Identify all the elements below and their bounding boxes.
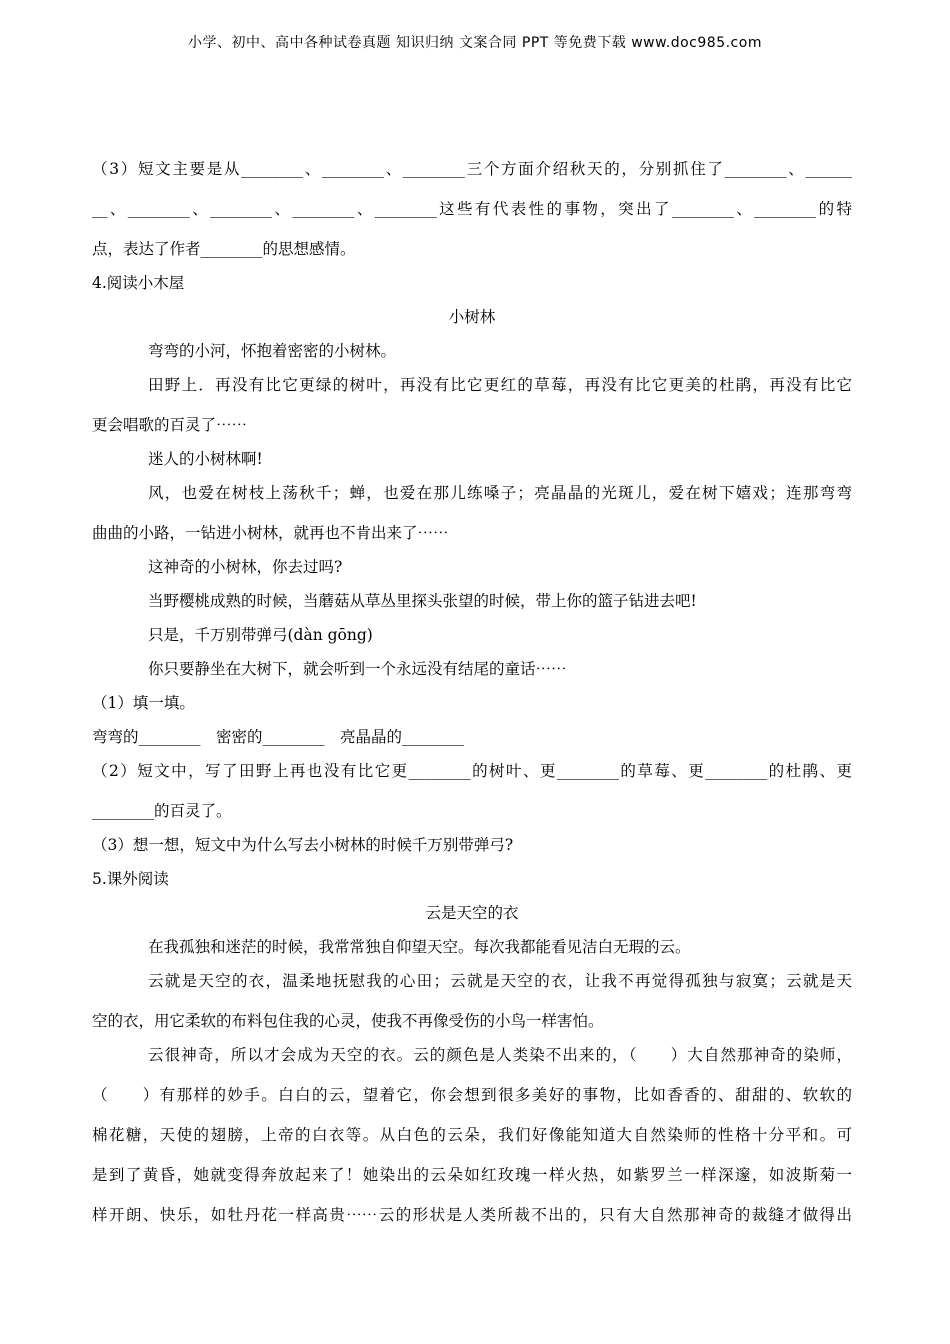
paragraph: （ ）有那样的妙手。白白的云，望着它，你会想到很多美好的事物，比如香香的、甜甜的、软软的 [92,1086,852,1104]
passage-title: 云是天空的衣 [425,904,519,922]
document-body [92,152,852,1238]
paragraph: 弯弯的小河，怀抱着密密的小树林。 [148,342,397,360]
q3-part-line: 点，表达了作者________的思想感情。 [92,240,356,258]
paragraph: 当野樱桃成熟的时候，当蘑菇从草丛里探头张望的时候，带上你的篮子钻进去吧! [148,592,697,610]
paragraph: 更会唱歌的百灵了⋯⋯ [92,416,248,434]
section-heading: 5.课外阅读 [92,870,169,888]
question: ________的百灵了。 [92,802,232,820]
paragraph: 样开朗、快乐，如牡丹花一样高贵⋯⋯云的形状是人类所裁不出的，只有大自然那神奇的裁缝才做得出 [92,1206,852,1224]
paragraph: 云就是天空的衣，温柔地抚慰我的心田；云就是天空的衣，让我不再觉得孤独与寂寞；云就是天 [148,972,852,990]
paragraph: 你只要静坐在大树下，就会听到一个永远没有结尾的童话⋯⋯ [148,660,567,678]
paragraph: 棉花糖，天使的翅膀，上帝的白衣等。从白色的云朵，我们好像能知道大自然染师的性格十分平和。可 [92,1126,852,1144]
paragraph: 风，也爱在树枝上荡秋千；蝉，也爱在那儿练嗓子；亮晶晶的光斑儿，爱在树下嬉戏；连那弯弯 [148,484,852,502]
passage-title: 小树林 [448,308,496,326]
q3-part-line: （3）短文主要是从________、________、________三个方面介绍秋天的，分别抓住了________、______ [92,160,852,178]
fill-blanks: 弯弯的________ 密密的________ 亮晶晶的________ [92,728,465,746]
question: （3）想一想，短文中为什么写去小树林的时候千万别带弹弓? [92,836,514,854]
section-heading: 4.阅读小木屋 [92,274,185,292]
paragraph: 迷人的小树林啊! [148,450,263,468]
question: （2）短文中，写了田野上再也没有比它更________的树叶、更________的草莓、更________的杜鹃、更 [92,762,852,780]
paragraph: 云很神奇，所以才会成为天空的衣。云的颜色是人类染不出来的，（ ）大自然那神奇的染师， [148,1046,852,1064]
paragraph: 田野上．再没有比它更绿的树叶，再没有比它更红的草莓，再没有比它更美的杜鹃，再没有比它 [148,376,852,394]
page-header: 小学、初中、高中各种试卷真题 知识归纳 文案合同 PPT 等免费下载 www.doc985.com [188,35,762,51]
paragraph: 是到了黄昏，她就变得奔放起来了！她染出的云朵如红玫瑰一样火热，如紫罗兰一样深邃，如波斯菊一 [92,1166,852,1184]
paragraph: 这神奇的小树林，你去过吗? [148,558,343,576]
paragraph: 空的衣，用它柔软的布料包住我的心灵，使我不再像受伤的小鸟一样害怕。 [92,1012,604,1030]
paragraph: 在我孤独和迷茫的时候，我常常独自仰望天空。每次我都能看见洁白无瑕的云。 [148,938,691,956]
paragraph: 只是，千万别带弹弓(dàn gōng) [148,626,373,644]
question: （1）填一填。 [92,694,195,712]
paragraph: 曲曲的小路，一钻进小树林，就再也不肯出来了⋯⋯ [92,524,449,542]
q3-part-line: __、________、________、________、________这些有代表性的事物，突出了________、________的特 [92,200,852,218]
